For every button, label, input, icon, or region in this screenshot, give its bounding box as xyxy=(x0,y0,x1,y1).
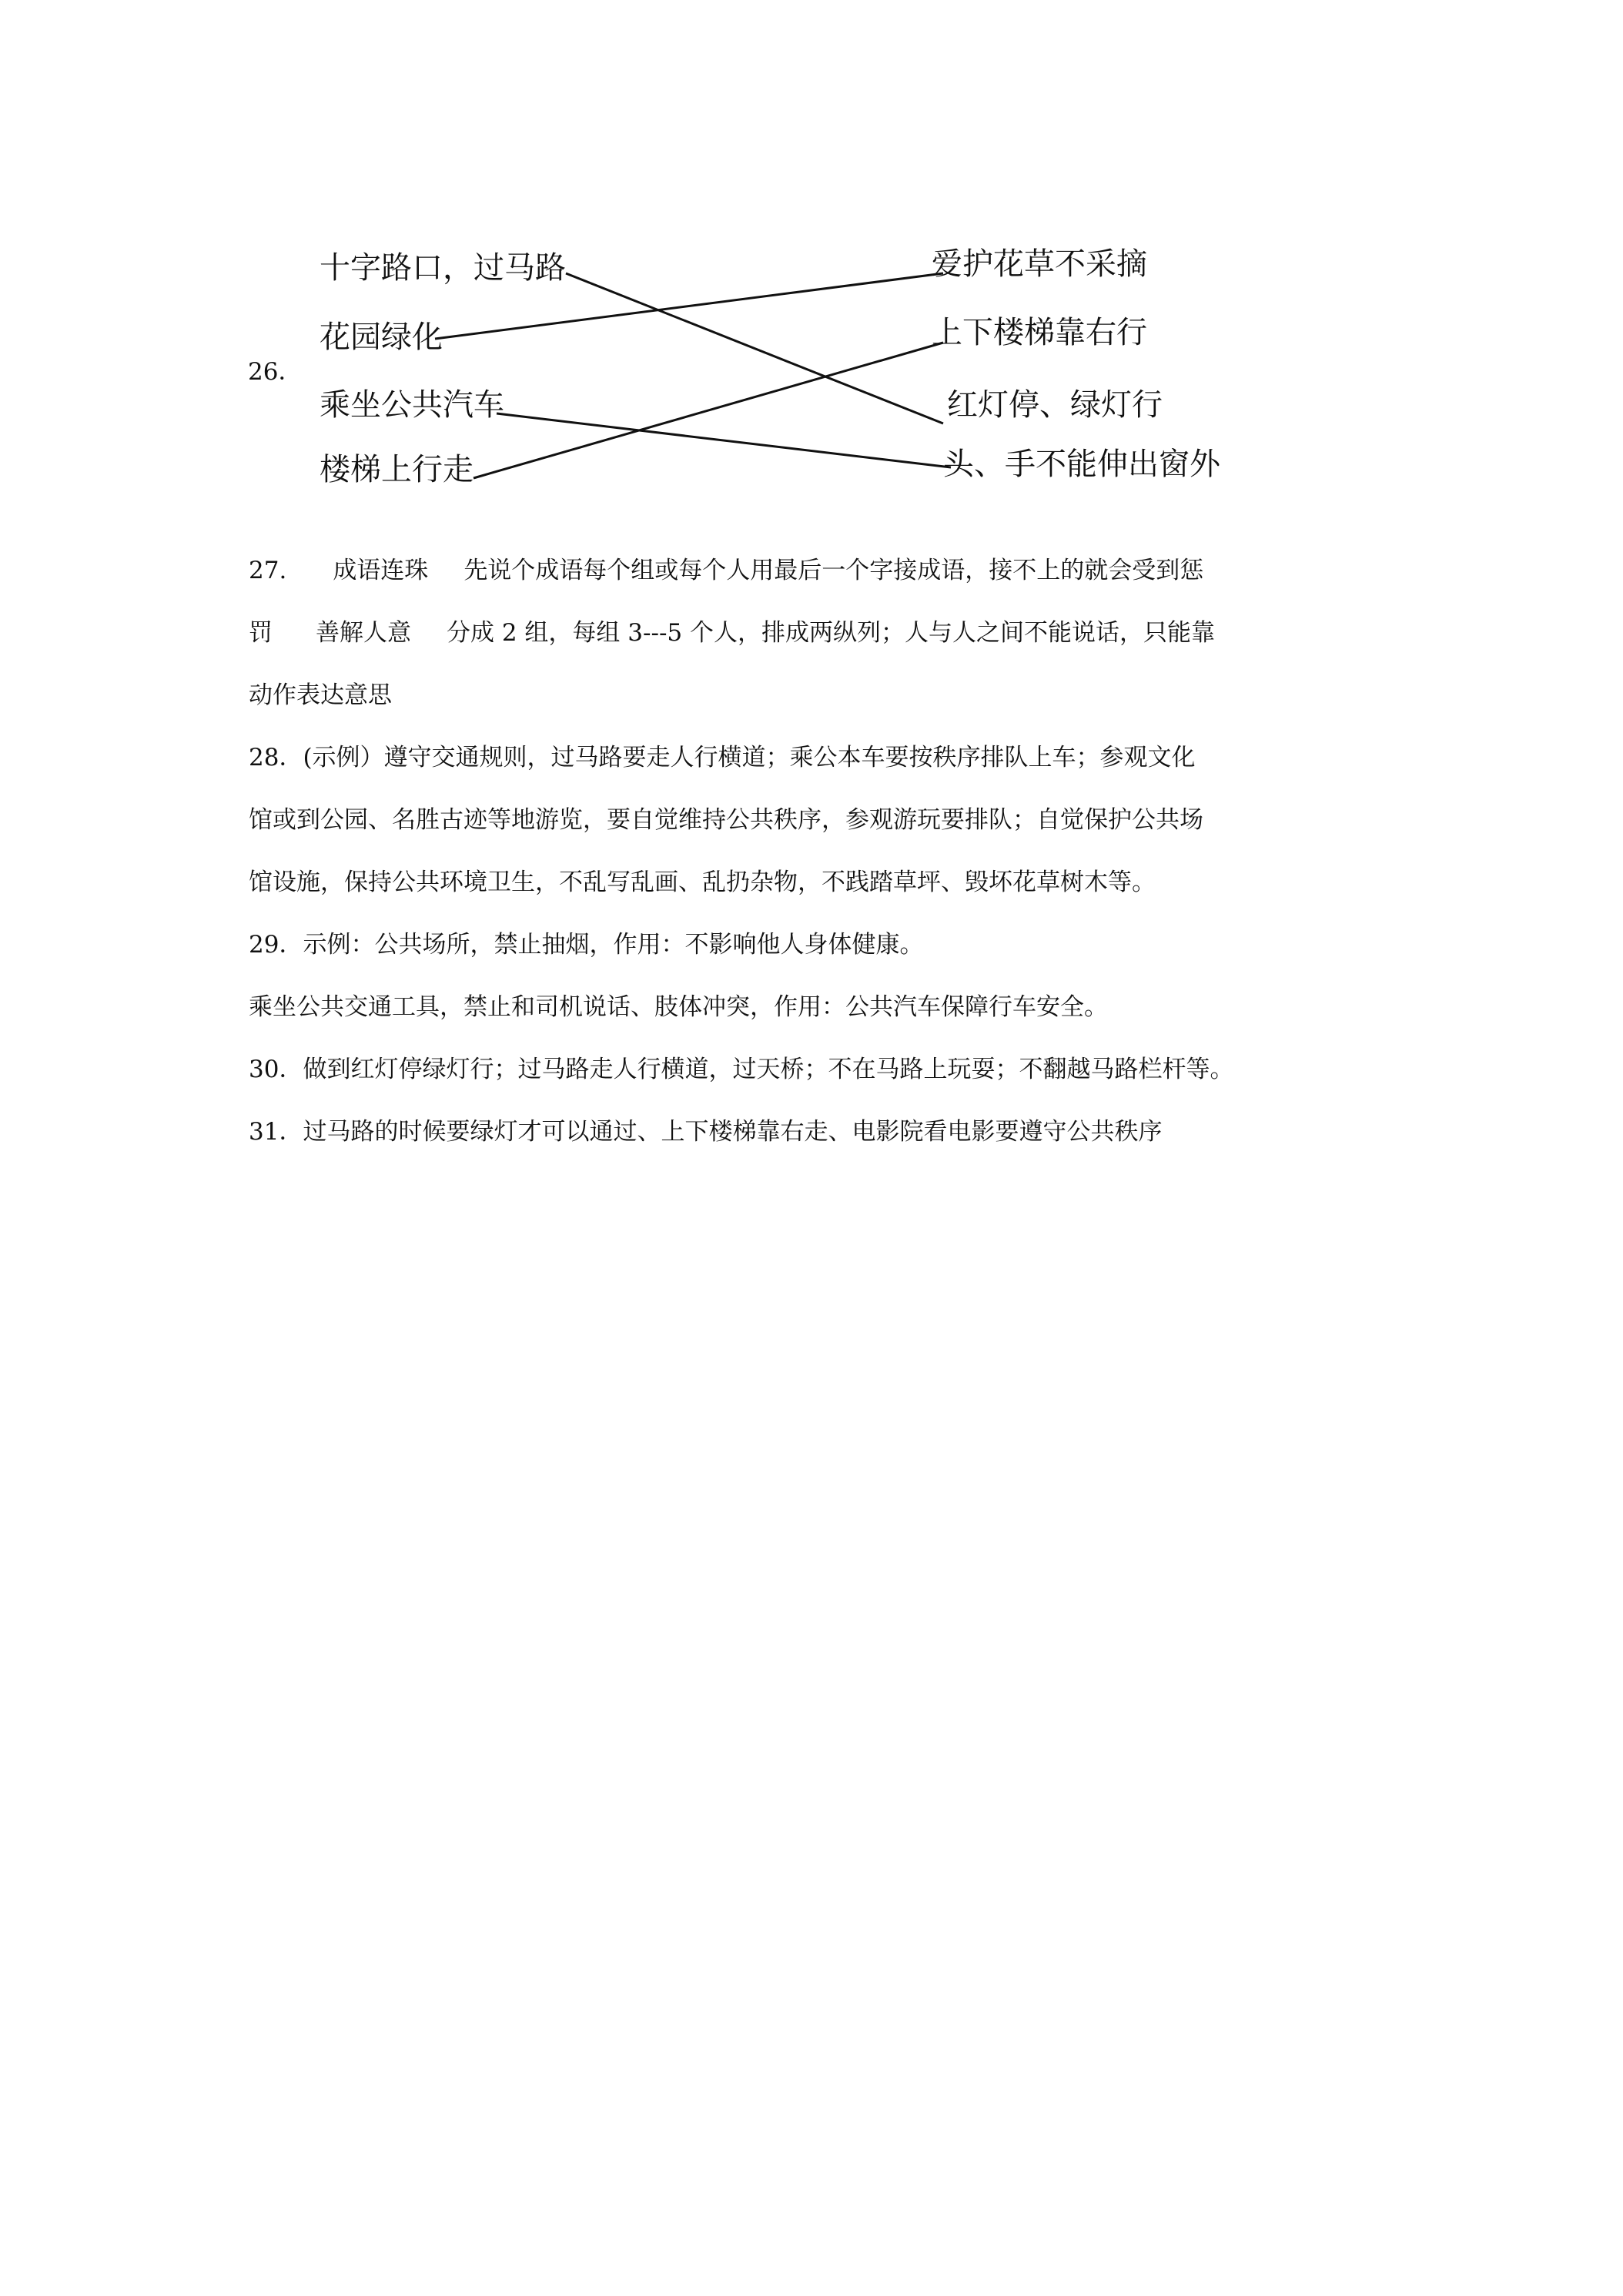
left-item-crossroad: 十字路口，过马路 xyxy=(320,250,566,286)
q29-line-2: 乘坐公共交通工具，禁止和司机说话、肢体冲突，作用：公共汽车保障行车安全。 xyxy=(249,993,1108,1021)
left-item-garden: 花园绿化 xyxy=(320,320,443,355)
q27-term-2: 善解人意 xyxy=(316,619,411,647)
q27-term-1: 成语连珠 xyxy=(333,557,429,584)
match-line-1 xyxy=(566,273,943,423)
q27-line-1 xyxy=(249,557,1203,584)
left-item-bus: 乘坐公共汽车 xyxy=(320,387,504,423)
q28-line-2: 馆或到公园、名胜古迹等地游览，要自觉维持公共秩序，参观游玩要排队；自觉保护公共场 xyxy=(249,806,1203,834)
right-item-flowers: 爱护花草不采摘 xyxy=(932,246,1147,282)
q27-desc-2: 分成 2 组，每组 3---5 个人，排成两纵列；人与人之间不能说话，只能靠 xyxy=(447,619,1216,647)
match-line-3 xyxy=(497,413,951,467)
question-26-number: 26． xyxy=(248,358,303,386)
q29-line-1: 29．示例：公共场所，禁止抽烟，作用：不影响他人身体健康。 xyxy=(249,931,924,959)
q27-line-2 xyxy=(249,619,1215,647)
q27-desc-1: 先说个成语每个组或每个人用最后一个字接成语，接不上的就会受到惩 xyxy=(463,557,1204,584)
q27-number: 27. xyxy=(249,557,287,584)
q27-line-3: 动作表达意思 xyxy=(249,681,392,709)
q28-line-1: 28．(示例）遵守交通规则，过马路要走人行横道；乘公本车要按秩序排队上车；参观文化 xyxy=(249,744,1196,771)
right-item-keep-right: 上下楼梯靠右行 xyxy=(932,315,1147,350)
q27-desc-1-end: 罚 xyxy=(249,619,273,647)
left-item-stairs: 楼梯上行走 xyxy=(320,452,474,487)
q28-line-3: 馆设施，保持公共环境卫生，不乱写乱画、乱扔杂物，不践踏草坪、毁坏花草树木等。 xyxy=(249,869,1156,896)
right-item-traffic-light: 红灯停、绿灯行 xyxy=(947,387,1163,423)
matching-diagram xyxy=(308,235,1278,497)
q30-line-1: 30．做到红灯停绿灯行；过马路走人行横道，过天桥；不在马路上玩耍；不翻越马路栏杆等。 xyxy=(249,1056,1234,1083)
q31-line-1: 31．过马路的时候要绿灯才可以通过、上下楼梯靠右走、电影院看电影要遵守公共秩序 xyxy=(249,1118,1163,1146)
right-item-window: 头、手不能伸出窗外 xyxy=(943,447,1220,482)
